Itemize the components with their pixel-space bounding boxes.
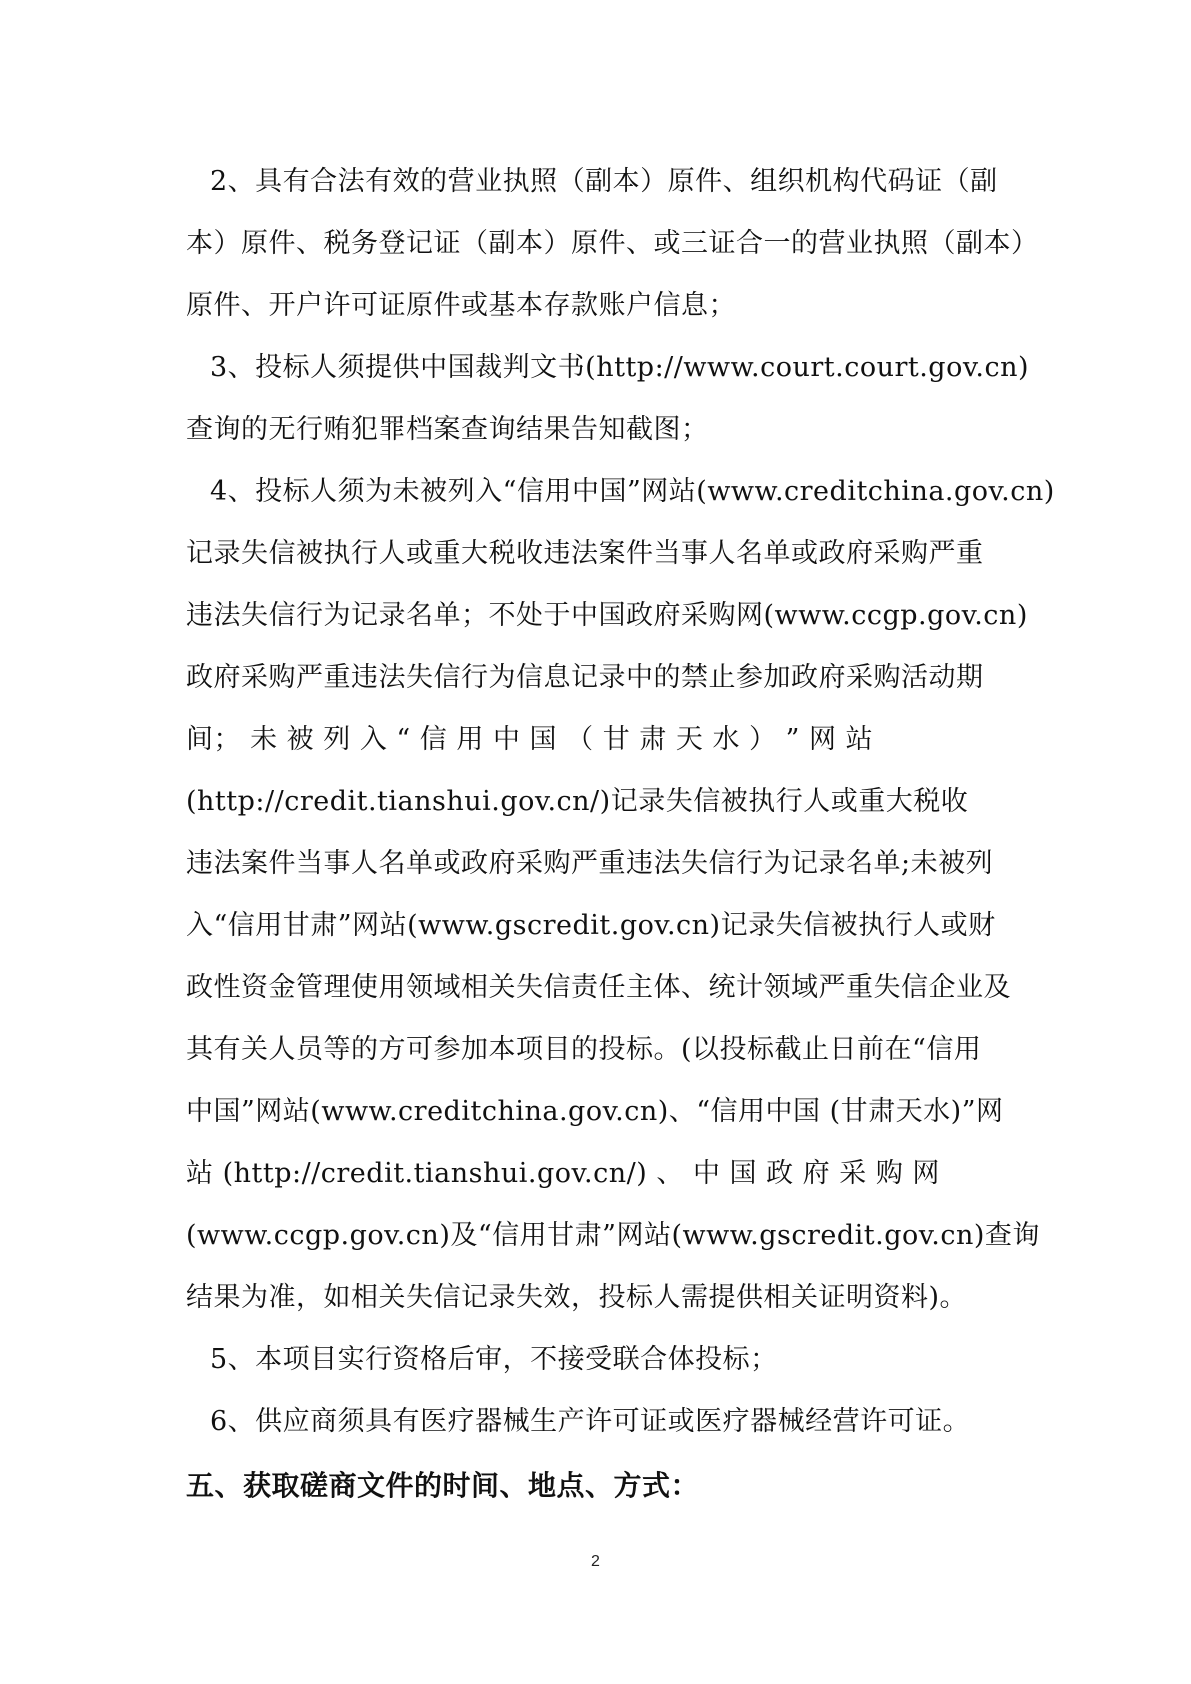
item-4-line-6: (http://credit.tianshui.gov.cn/)记录失信被执行人或重大税收 — [186, 786, 969, 817]
item-4-line-14: 结果为准，如相关失信记录失效，投标人需提供相关证明资料)。 — [186, 1282, 968, 1313]
page-number: 2 — [591, 1553, 600, 1570]
item-4-line-11: 中国”网站(www.creditchina.gov.cn)、“信用中国 (甘肃天水)”网 — [186, 1096, 1004, 1127]
item-4-line-13: (www.ccgp.gov.cn)及“信用甘肃”网站(www.gscredit.gov.cn)查询 — [186, 1220, 1040, 1251]
item-3-line-2: 查询的无行贿犯罪档案查询结果告知截图； — [186, 414, 709, 445]
item-4-line-9: 政性资金管理使用领域相关失信责任主体、统计领域严重失信企业及 — [186, 972, 1011, 1003]
item-4-line-3: 违法失信行为记录名单；不处于中国政府采购网(www.ccgp.gov.cn) — [186, 600, 1028, 631]
item-4-line-4: 政府采购严重违法失信行为信息记录中的禁止参加政府采购活动期 — [186, 662, 984, 693]
item-6-line-1: 6、供应商须具有医疗器械生产许可证或医疗器械经营许可证。 — [210, 1406, 971, 1437]
item-4-line-2: 记录失信被执行人或重大税收违法案件当事人名单或政府采购严重 — [186, 538, 984, 569]
item-5-line-1: 5、本项目实行资格后审，不接受联合体投标； — [210, 1344, 778, 1375]
item-2-line-1: 2、具有合法有效的营业执照（副本）原件、组织机构代码证（副 — [210, 166, 998, 197]
item-3-line-1: 3、投标人须提供中国裁判文书(http://www.court.court.gov.cn) — [210, 352, 1030, 383]
item-4-line-12: 站 (http://credit.tianshui.gov.cn/) 、 中 国 政 府 采 购 网 — [186, 1158, 940, 1189]
item-4-line-8: 入“信用甘肃”网站(www.gscredit.gov.cn)记录失信被执行人或财 — [186, 910, 996, 941]
section-heading: 五、获取磋商文件的时间、地点、方式： — [186, 1469, 700, 1502]
item-2-line-2: 本）原件、税务登记证（副本）原件、或三证合一的营业执照（副本） — [186, 228, 1039, 259]
item-4-line-1: 4、投标人须为未被列入“信用中国”网站(www.creditchina.gov.cn) — [210, 476, 1055, 507]
item-4-line-7: 违法案件当事人名单或政府采购严重违法失信行为记录名单;未被列 — [186, 848, 994, 879]
page-body — [186, 160, 1055, 1526]
item-2-line-3: 原件、开户许可证原件或基本存款账户信息； — [186, 290, 736, 321]
item-4-line-10: 其有关人员等的方可参加本项目的投标。(以投标截止日前在“信用 — [186, 1034, 982, 1065]
item-4-line-5: 间； 未 被 列 入 “ 信 用 中 国 （ 甘 肃 天 水 ） ” 网 站 — [186, 724, 874, 755]
